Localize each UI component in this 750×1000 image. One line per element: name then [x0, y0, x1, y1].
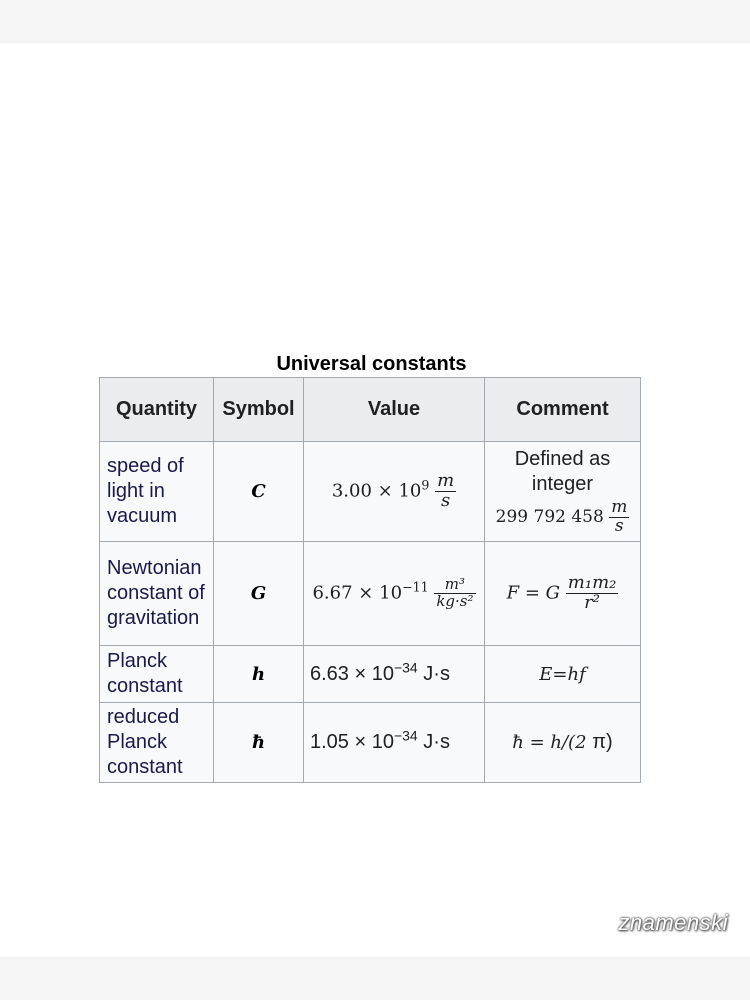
symbol-cell: h [214, 646, 304, 703]
unit-numerator: m [437, 470, 455, 492]
top-band [0, 0, 750, 43]
value-cell [304, 542, 485, 646]
value-exponent: −34 [393, 658, 418, 675]
header-comment: Comment [485, 378, 641, 442]
value-mantissa: 3.00 [331, 480, 372, 502]
value-exponent: −34 [393, 727, 418, 744]
watermark: znamenski [618, 910, 728, 935]
formula-text: ħ = h/(2 [512, 732, 587, 753]
value-cell [304, 646, 485, 703]
table-row [100, 542, 641, 646]
value-mantissa: 6.67 [312, 582, 353, 604]
comment-cell [485, 442, 641, 542]
unit-denominator: kg·s² [436, 592, 474, 610]
equals-sign: = [552, 663, 568, 685]
value-cell [304, 703, 485, 783]
unit-fraction [609, 499, 629, 536]
formula-e: E [539, 663, 553, 685]
table-caption: Universal constants [276, 353, 467, 375]
formula-denominator: r² [566, 593, 619, 613]
header-row [100, 378, 641, 442]
symbol-cell: ħ [214, 703, 304, 783]
table-row [100, 646, 641, 703]
symbol-cell: G [214, 542, 304, 646]
comment-formula [485, 499, 640, 536]
value-base: 10 [379, 582, 403, 604]
constants-table [99, 377, 641, 783]
value-unit: J·s [423, 731, 450, 753]
quantity-cell: speed of light in vacuum [100, 442, 214, 542]
table-row [100, 442, 641, 542]
unit-fraction [435, 472, 456, 511]
header-symbol: Symbol [214, 378, 304, 442]
comment-cell [485, 646, 641, 703]
times-sign: × [377, 480, 393, 502]
quantity-cell: Planck constant [100, 646, 214, 703]
value-exponent: −11 [402, 579, 429, 595]
formula-g: G [545, 582, 561, 604]
quantity-cell: reduced Planck constant [100, 703, 214, 783]
equals-sign: = [524, 582, 540, 604]
unit-numerator: m³ [444, 575, 466, 594]
value-cell [304, 442, 485, 542]
unit-denominator: s [609, 517, 629, 536]
header-value: Value [304, 378, 485, 442]
comment-cell [485, 703, 641, 783]
unit-fraction [434, 577, 475, 610]
unit-denominator: s [435, 491, 456, 511]
comment-cell [485, 542, 641, 646]
header-quantity: Quantity [100, 378, 214, 442]
formula-hf: hf [567, 663, 586, 685]
value-mantissa: 6.63 × 10 [310, 662, 394, 685]
formula-fraction [566, 574, 619, 613]
value-mantissa: 1.05 × 10 [310, 731, 394, 753]
symbol-cell: C [214, 442, 304, 542]
quantity-cell: Newtonian constant of gravitation [100, 542, 214, 646]
formula-lhs: F [506, 582, 520, 604]
formula-pi: π) [592, 731, 613, 753]
bottom-band [0, 957, 750, 1000]
comment-text: Defined as integer [514, 448, 611, 496]
unit-numerator: m [611, 497, 628, 518]
value-unit: J·s [423, 662, 450, 685]
value-exponent: 9 [421, 477, 430, 493]
formula-numerator: m₁m₂ [567, 572, 617, 594]
value-base: 10 [398, 480, 422, 502]
integer-value: 299 792 458 [495, 507, 604, 527]
table-row [100, 703, 641, 783]
times-sign: × [358, 582, 374, 604]
